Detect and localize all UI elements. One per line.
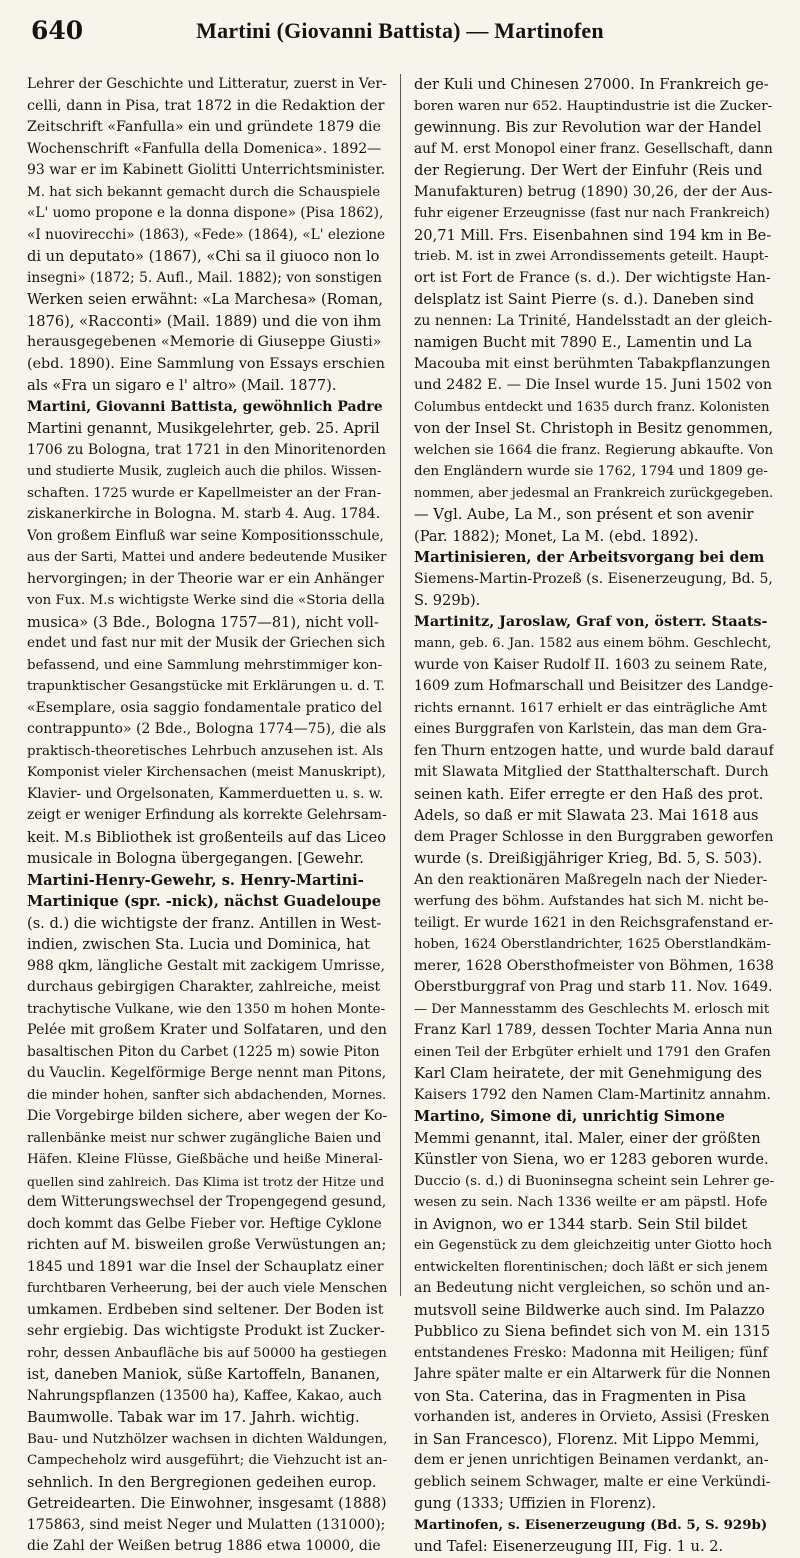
text-line: dem Witterungswechsel der Tropengegend gesund, xyxy=(27,1194,387,1210)
text-line: gung (1333; Uffizien in Florenz). xyxy=(414,1495,657,1512)
text-line: teiligt. Er wurde 1621 in den Reichsgrafenstand er- xyxy=(414,914,774,931)
entry-headword-line: Martinisieren, der Arbeitsvorgang bei dem xyxy=(414,549,765,566)
text-line: richten auf M. bisweilen große Verwüstungen an; xyxy=(27,1237,387,1253)
text-line: An den reaktionären Maßregeln nach der Nieder- xyxy=(414,871,768,888)
text-line: rallenbänke meist nur schwer zugängliche Baien und xyxy=(27,1130,382,1146)
text-line: Nahrungspflanzen (13500 ha), Kaffee, Kakao, auch xyxy=(27,1387,382,1404)
text-line: auf M. erst Monopol einer franz. Gesellschaft, dann xyxy=(414,140,773,157)
text-line: welchen sie 1664 die franz. Regierung abkaufte. Von xyxy=(414,442,774,458)
text-line: Pelée mit großem Krater und Solfataren, und den xyxy=(27,1022,387,1038)
text-line: Häfen. Kleine Flüsse, Gießbäche und heiße Mineral- xyxy=(27,1152,383,1167)
text-line: entwickelten florentinischen; doch läßt er sich jenem xyxy=(414,1259,768,1275)
text-line: 1876), «Racconti» (Mail. 1889) und die von ihm xyxy=(27,312,382,330)
text-line: basaltischen Piton du Carbet (1225 m) sowie Piton xyxy=(27,1043,380,1060)
text-line: merer, 1628 Obersthofmeister von Böhmen, 1638 xyxy=(414,957,774,974)
text-line: von Fux. M.s wichtigste Werke sind die «Storia della xyxy=(27,593,385,608)
left-column xyxy=(27,74,387,1558)
page-header xyxy=(27,16,773,56)
text-line: Die Vorgebirge bilden sichere, aber wegen der Ko- xyxy=(27,1108,387,1124)
text-line: die minder hohen, sanfter sich abdachenden, Mornes. xyxy=(27,1087,387,1103)
text-line: zu nennen: La Trinité, Handelsstadt an der gleich- xyxy=(414,312,773,329)
text-line: Campecheholz wird ausgeführt; die Viehzucht ist an- xyxy=(27,1453,387,1468)
text-line: durchaus gebirgigen Charakter, zahlreiche, meist xyxy=(27,979,381,995)
text-line: 1706 zu Bologna, trat 1721 in den Minoritenorden xyxy=(27,441,386,458)
text-line: Pubblico zu Siena befindet sich von M. ein 1315 xyxy=(414,1323,771,1340)
text-line: endet und fast nur mit der Musik der Griechen sich xyxy=(27,635,386,651)
text-line: mutsvoll seine Bildwerke auch sind. Im Palazzo xyxy=(414,1301,765,1319)
text-line: in San Francesco), Florenz. Mit Lippo Memmi, xyxy=(414,1430,760,1448)
text-line: 988 qkm, längliche Gestalt mit zackigem Umrisse, xyxy=(27,957,385,974)
text-line: Werken seien erwähnt: «La Marchesa» (Roman, xyxy=(27,291,384,308)
text-line: Kaisers 1792 den Namen Clam-Martinitz annahm. xyxy=(414,1086,771,1103)
text-line: «L' uomo propone e la donna dispone» (Pisa 1862), xyxy=(27,205,384,221)
text-line: ist, daneben Maniok, süße Kartoffeln, Bananen, xyxy=(27,1366,381,1383)
text-line: einen Teil der Erbgüter erhielt und 1791 den Grafen xyxy=(414,1044,771,1060)
text-line: schaften. 1725 wurde er Kapellmeister an der Fran- xyxy=(27,485,382,501)
text-line: fuhr eigener Erzeugnisse (fast nur nach Frankreich) xyxy=(414,206,770,221)
text-line: praktisch-theoretisches Lehrbuch anzusehen ist. Als xyxy=(27,743,384,759)
text-line: Siemens-Martin-Prozeß (s. Eisenerzeugung, Bd. 5, xyxy=(414,570,773,587)
text-line: von der Insel St. Christoph in Besitz genommen, xyxy=(414,420,774,437)
text-line: zeigt er weniger Erfindung als korrekte Gelehrsam- xyxy=(27,807,387,823)
text-line: eines Burggrafen von Karlstein, das man dem Gra- xyxy=(414,721,767,737)
text-line: (s. d.) die wichtigste der franz. Antillen in West- xyxy=(27,914,382,932)
text-line: wesen zu sein. Nach 1336 weilte er am päpstl. Hofe xyxy=(414,1195,768,1210)
text-line: Bau- und Nutzhölzer wachsen in dichten Waldungen, xyxy=(27,1431,387,1447)
text-line: gewinnung. Bis zur Revolution war der Handel xyxy=(414,119,762,136)
text-line: celli, dann in Pisa, trat 1872 in die Redaktion der xyxy=(27,97,385,114)
text-line: (Par. 1882); Monet, La M. (ebd. 1892). xyxy=(414,527,699,545)
text-line: 1845 und 1891 war die Insel der Schauplatz einer xyxy=(27,1258,384,1275)
text-line: aus der Sarti, Mattei und andere bedeutende Musiker xyxy=(27,550,387,565)
running-title: Martini (Giovanni Battista) — Martinofen xyxy=(196,18,604,43)
text-line: ein Gegenstück zu dem gleichzeitig unter Giotto hoch xyxy=(414,1238,772,1253)
text-line: 93 war er im Kabinett Giolitti Unterrichtsminister. xyxy=(27,162,386,178)
dictionary-page xyxy=(27,0,774,1555)
entry-headword-line: Martino, Simone di, unrichtig Simone xyxy=(414,1108,725,1125)
text-line: du Vauclin. Kegelförmige Berge nennt man Pitons, xyxy=(27,1065,387,1081)
text-line: wurde (s. Dreißigjähriger Krieg, Bd. 5, S. 503). xyxy=(414,850,763,867)
text-line: trachytische Vulkane, wie den 1350 m hohen Monte- xyxy=(27,1001,386,1017)
text-line: namigen Bucht mit 7890 E., Lamentin und La xyxy=(414,334,753,351)
text-line: ziskanerkirche in Bologna. M. starb 4. Aug. 1784. xyxy=(27,506,381,522)
text-line: geblich seinem Schwager, malte er eine Verkündi- xyxy=(414,1473,771,1490)
text-line: befassend, und eine Sammlung mehrstimmiger kon- xyxy=(27,657,383,673)
text-line: dem er jenen unrichtigen Beinamen verdankt, an- xyxy=(414,1452,769,1468)
text-line: trapunktischer Gesangstücke mit Erklärungen u. d. T. xyxy=(27,679,385,694)
text-line: «I nuovirecchi» (1863), «Fede» (1864), «L' elezione xyxy=(27,226,386,243)
text-line: Adels, so daß er mit Slawata 23. Mai 1618 aus xyxy=(414,807,759,824)
entry-headword-line: Martini, Giovanni Battista, gewöhnlich Padre xyxy=(27,398,383,415)
text-line: musicale in Bologna übergegangen. [Gewehr. xyxy=(27,850,364,867)
text-line: S. 929b). xyxy=(414,592,481,609)
text-line: di un deputato» (1867), «Chi sa il giuoco non lo xyxy=(27,248,380,265)
text-line: fen Thurn entzogen hatte, und wurde bald darauf xyxy=(414,742,774,759)
text-line: die Zahl der Weißen betrug 1886 etwa 10000, die xyxy=(27,1538,381,1554)
text-line: Columbus entdeckt und 1635 durch franz. Kolonisten xyxy=(414,399,770,415)
text-line: Duccio (s. d.) di Buoninsegna scheint sein Lehrer ge- xyxy=(414,1173,774,1189)
text-line: «Esemplare, osia saggio fondamentale pratico del xyxy=(27,699,383,716)
text-line: an Bedeutung nicht vergleichen, so schön und an- xyxy=(414,1280,770,1296)
text-line: Memmi genannt, ital. Maler, einer der größten xyxy=(414,1129,761,1147)
text-line: nommen, aber jedesmal an Frankreich zurückgegeben. xyxy=(414,485,774,501)
text-line: Baumwolle. Tabak war im 17. Jahrh. wichtig. xyxy=(27,1409,360,1426)
text-line: Karl Clam heiratete, der mit Genehmigung des xyxy=(414,1065,762,1082)
text-line: sehr ergiebig. Das wichtigste Produkt ist Zucker- xyxy=(27,1323,385,1339)
text-line: delsplatz ist Saint Pierre (s. d.). Daneben sind xyxy=(414,291,755,308)
text-line: Von großem Einfluß war seine Kompositionsschule, xyxy=(27,527,384,544)
entry-headword-line: Martinique (spr. -nick), nächst Guadeloupe xyxy=(27,893,382,910)
text-line: Getreidearten. Die Einwohner, insgesamt (1888) xyxy=(27,1495,387,1512)
text-line: in Avignon, wo er 1344 starb. Sein Stil bildet xyxy=(414,1215,748,1233)
text-line: mit Slawata Mitglied der Statthalterschaft. Durch xyxy=(414,764,769,780)
text-line: — Der Mannesstamm des Geschlechts M. erlosch mit xyxy=(414,1001,770,1017)
text-line: mann, geb. 6. Jan. 1582 aus einem böhm. Geschlecht, xyxy=(414,636,772,651)
text-line: contrappunto» (2 Bde., Bologna 1774—75), die als xyxy=(27,721,387,737)
text-line: als «Fra un sigaro e l' altro» (Mail. 1877). xyxy=(27,377,337,394)
text-line: dem Prager Schlosse in den Burggraben geworfen xyxy=(414,828,774,845)
text-line: insegni» (1872; 5. Aufl., Mail. 1882); von sonstigen xyxy=(27,269,382,286)
text-line: werfung des böhm. Aufstandes hat sich M. nicht be- xyxy=(414,894,769,909)
text-line: den Engländern wurde sie 1762, 1794 und 1809 ge- xyxy=(414,464,768,479)
text-line: ort ist Fort de France (s. d.). Der wichtigste Han- xyxy=(414,269,771,286)
text-line: sehnlich. In den Bergregionen gedeihen europ. xyxy=(27,1473,377,1491)
text-line: hervorgingen; in der Theorie war er ein Anhänger xyxy=(27,570,384,587)
text-line: Jahre später malte er ein Altarwerk für die Nonnen xyxy=(414,1366,771,1382)
entry-headword-line: Martini-Henry-Gewehr, s. Henry-Martini- xyxy=(27,871,364,889)
entry-headword-line: Martinitz, Jaroslaw, Graf von, österr. Staats- xyxy=(414,613,768,630)
text-line: rohr, dessen Anbaufläche bis auf 50000 ha gestiegen xyxy=(27,1345,387,1361)
text-line: und studierte Musik, zugleich auch die philos. Wissen- xyxy=(27,464,382,479)
page-number: 640 xyxy=(31,16,84,45)
text-line: Franz Karl 1789, dessen Tochter Maria Anna nun xyxy=(414,1022,773,1038)
text-line: der Regierung. Der Wert der Einfuhr (Reis und xyxy=(414,162,763,179)
text-line: und Tafel: Eisenerzeugung III, Fig. 1 u. 2. xyxy=(414,1538,724,1555)
text-line: keit. M.s Bibliothek ist großenteils auf das Liceo xyxy=(27,828,387,846)
text-line: herausgegebenen «Memorie di Giuseppe Giusti» xyxy=(27,334,382,350)
text-line: Manufakturen) betrug (1890) 30,26, der der Aus- xyxy=(414,183,773,200)
text-line: Wochenschrift «Fanfulla della Domenica». 1892— xyxy=(27,140,382,157)
text-line: 175863, sind meist Neger und Mulatten (131000); xyxy=(27,1516,386,1533)
right-column xyxy=(414,74,774,1558)
entry-headword-line: Martinofen, s. Eisenerzeugung (Bd. 5, S. 929b) xyxy=(414,1516,768,1533)
text-line: (ebd. 1890). Eine Sammlung von Essays erschien xyxy=(27,355,385,372)
text-line: Künstler von Siena, wo er 1283 geboren wurde. xyxy=(414,1151,769,1168)
text-line: — Vgl. Aube, La M., son présent et son avenir xyxy=(414,506,754,523)
text-line: 1609 zum Hofmarschall und Beisitzer des Landge- xyxy=(414,678,774,694)
text-line: Macouba mit einst berühmten Tabakpflanzungen xyxy=(414,355,771,372)
text-line: umkamen. Erdbeben sind seltener. Der Boden ist xyxy=(27,1301,384,1318)
text-line: wurde von Kaiser Rudolf II. 1603 zu seinem Rate, xyxy=(414,656,768,673)
text-line: richts ernannt. 1617 erhielt er das einträgliche Amt xyxy=(414,700,767,716)
text-line: Lehrer der Geschichte und Litteratur, zuerst in Ver- xyxy=(27,76,387,92)
text-line: seinen kath. Eifer erregte er den Haß des prot. xyxy=(414,785,764,803)
text-line: Oberstburggraf von Prag und starb 11. Nov. 1649. xyxy=(414,979,773,995)
text-line: der Kuli und Chinesen 27000. In Frankreich ge- xyxy=(414,76,769,93)
text-line: trieb. M. ist in zwei Arrondissements geteilt. Haupt- xyxy=(414,249,769,264)
text-line: Komponist vieler Kirchensachen (meist Manuskript), xyxy=(27,765,386,780)
text-line: hoben, 1624 Oberstlandrichter, 1625 Oberstlandkäm- xyxy=(414,937,771,952)
text-line: boren waren nur 652. Hauptindustrie ist die Zucker- xyxy=(414,98,773,114)
text-line: Klavier- und Orgelsonaten, Kammerduetten u. s. w. xyxy=(27,785,384,802)
column-divider xyxy=(400,74,401,1296)
text-line: furchtbaren Verheerung, bei der auch viele Menschen xyxy=(27,1281,387,1296)
text-line: doch kommt das Gelbe Fieber vor. Heftige Cyklone xyxy=(27,1215,382,1232)
text-line: Zeitschrift «Fanfulla» ein und gründete 1879 die xyxy=(27,119,381,135)
text-line: 20,71 Mill. Frs. Eisenbahnen sind 194 km in Be- xyxy=(414,226,772,244)
text-line: quellen sind zahlreich. Das Klima ist trotz der Hitze und xyxy=(27,1173,385,1189)
text-line: entstandenes Fresko: Madonna mit Heiligen; fünf xyxy=(414,1344,768,1361)
text-line: M. hat sich bekannt gemacht durch die Schauspiele xyxy=(27,184,381,200)
text-line: von Sta. Caterina, das in Fragmenten in Pisa xyxy=(414,1387,747,1405)
text-line: musica» (3 Bde., Bologna 1757—81), nicht voll- xyxy=(27,613,379,631)
text-line: Martini genannt, Musikgelehrter, geb. 25. April xyxy=(27,420,380,437)
text-line: und 2482 E. — Die Insel wurde 15. Juni 1502 von xyxy=(414,377,773,393)
text-line: vorhanden ist, anderes in Orvieto, Assisi (Fresken xyxy=(414,1409,770,1425)
text-line: indien, zwischen Sta. Lucia und Dominica, hat xyxy=(27,936,371,953)
